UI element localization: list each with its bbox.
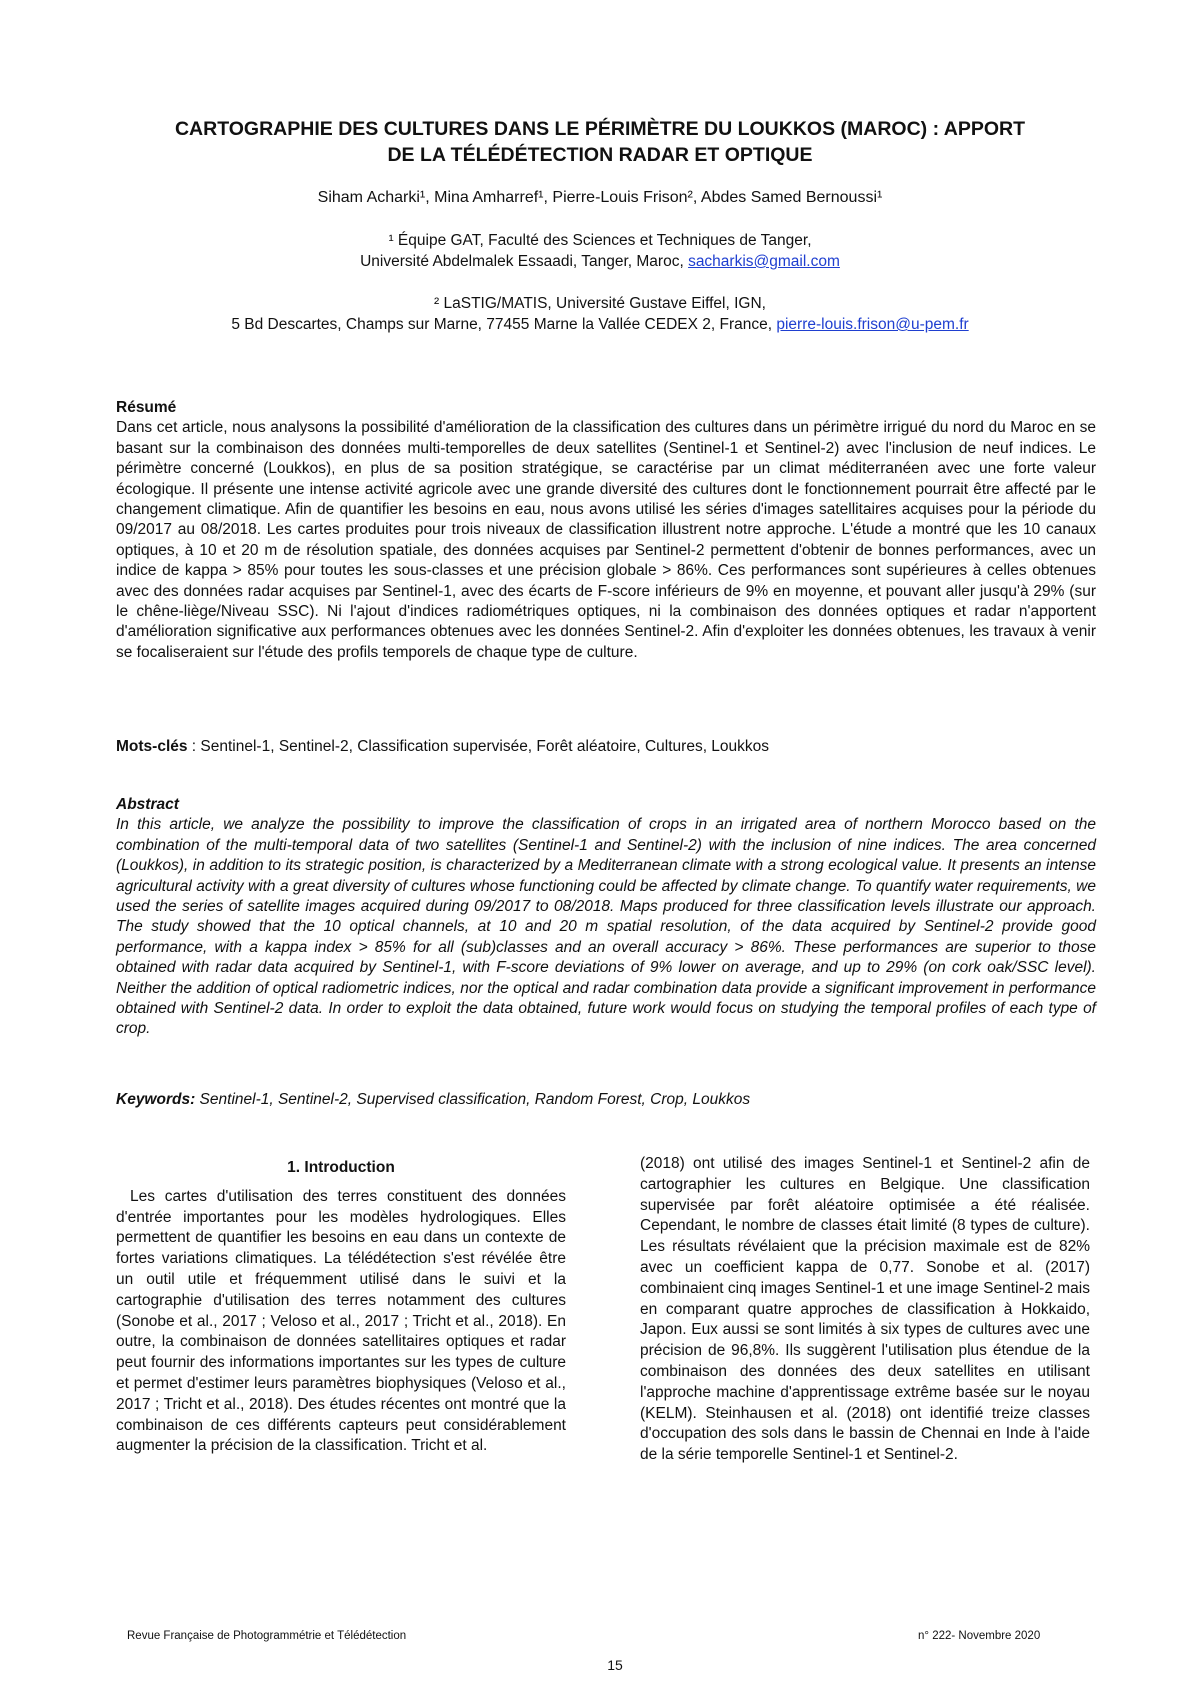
resume-heading: Résumé <box>116 399 177 416</box>
introduction-paragraph-left: Les cartes d'utilisation des terres constituent des données d'entrée importantes pour les modèles hydrologiques. Elles permettent de quantifier les besoins en eau dans un contexte de fortes variations climatiques. La télédétection s'est révélée être un outil utile et fréquemment utilisé dans le suivi et la cartographie d'utilisation des terres notamment des cultures (Sonobe et al., 2017 ; Veloso et al., 2017 ; Tricht et al., 2018). En outre, la combinaison de données satellitaires optiques et radar peut fournir des informations importantes sur les types de culture et permet d'estimer leurs paramètres biophysiques (Veloso et al., 2017 ; Tricht et al., 2018). Des études récentes ont montré que la combinaison de ces différents capteurs peut considérablement augmenter la précision de la classification. Tricht et al. <box>116 1187 566 1455</box>
title-line-1: CARTOGRAPHIE DES CULTURES DANS LE PÉRIMÈTRE DU LOUKKOS (MAROC) : APPORT <box>174 118 1026 140</box>
affiliation-2 <box>60 293 1140 335</box>
affiliation-2-line-2 <box>60 314 1140 335</box>
page-number: 15 <box>607 1657 623 1673</box>
resume-section <box>116 398 1096 663</box>
email-link-acharki[interactable]: sacharkis@gmail.com <box>688 253 840 270</box>
author-list: Siham Acharki¹, Mina Amharref¹, Pierre-Louis Frison², Abdes Samed Bernoussi¹ <box>317 189 883 206</box>
title-line-2: DE LA TÉLÉDÉTECTION RADAR ET OPTIQUE <box>387 144 813 166</box>
keywords-text: Sentinel-1, Sentinel-2, Supervised classification, Random Forest, Crop, Loukkos <box>195 1091 751 1108</box>
introduction-column-right <box>640 1154 1090 1466</box>
footer-issue: n° 222- Novembre 2020 <box>918 1630 1041 1642</box>
paper-title <box>100 116 1100 168</box>
affiliation-1-address: Université Abdelmalek Essaadi, Tanger, Maroc, <box>360 253 689 270</box>
introduction-paragraph-right: (2018) ont utilisé des images Sentinel-1 et Sentinel-2 afin de cartographier les cultures en Belgique. Une classification supervisée par forêt aléatoire optimisée a été réalisée. Cependant, le nombre de classes était limité (8 types de culture). Les résultats révélaient que la précision maximale est de 82% avec un coefficient kappa de 0,77. Sonobe et al. (2017) combinaient cinq images Sentinel-1 et une image Sentinel-2 mais en comparant quatre approches de classification à Hokkaido, Japon. Eux aussi se sont limités à six types de cultures avec une précision de 96,8%. Ils suggèrent l'utilisation plus étendue de la combinaison des données des deux satellites en utilisant l'approche machine d'apprentissage extrême basée sur le noyau (KELM). Steinhausen et al. (2018) ont identifié treize classes d'occupation des sols dans le bassin de Chennai en Inde à l'aide de la série temporelle Sentinel-1 et Sentinel-2. <box>640 1155 1090 1464</box>
keywords <box>116 1090 1096 1110</box>
keywords-label: Keywords: <box>116 1091 196 1108</box>
abstract-text: In this article, we analyze the possibility to improve the classification of crops in an irrigated area of northern Morocco based on the combination of the multi-temporal data of two satellites (Sentinel-1 and Sentinel-2) with the inclusion of nine indices. The area concerned (Loukkos), in addition to its strategic position, is characterized by a Mediterranean climate with a strong ecological value. It presents an intense agricultural activity with a great diversity of cultures whose functioning could be affected by climate change. To quantify water requirements, we used the series of satellite images acquired during 09/2017 to 08/2018. Maps produced for three classification levels illustrate our approach. The study showed that the 10 optical channels, at 10 and 20 m spatial resolution, of the data acquired by Sentinel-2 provide good performance, with a kappa index > 85% for all (sub)classes and an overall accuracy > 86%. These performances are superior to those obtained with radar data acquired by Sentinel-1, with F-score deviations of 9% lower on average, and up to 29% (on cork oak/SSC level). Neither the addition of optical radiometric indices, nor the optical and radar combination data provide a significant improvement in performance obtained with Sentinel-2 data. In order to exploit the data obtained, future work would focus on studying the temporal profiles of each type of crop. <box>116 816 1096 1038</box>
abstract-heading: Abstract <box>116 796 179 813</box>
mots-cles-label: Mots-clés <box>116 738 188 755</box>
introduction-column-left <box>116 1158 566 1457</box>
mots-cles <box>116 737 1096 757</box>
introduction-heading: 1. Introduction <box>287 1159 395 1176</box>
footer-journal: Revue Française de Photogrammétrie et Télédétection <box>127 1630 407 1642</box>
affiliation-1-line-1: ¹ Équipe GAT, Faculté des Sciences et Techniques de Tanger, <box>388 232 812 249</box>
mots-cles-text: : Sentinel-1, Sentinel-2, Classification supervisée, Forêt aléatoire, Cultures, Loukkos <box>187 738 770 755</box>
affiliation-2-address: 5 Bd Descartes, Champs sur Marne, 77455 Marne la Vallée CEDEX 2, France, <box>231 316 777 333</box>
abstract-section <box>116 795 1096 1040</box>
affiliation-1 <box>60 230 1140 272</box>
email-link-frison[interactable]: pierre-louis.frison@u-pem.fr <box>776 316 969 333</box>
resume-text: Dans cet article, nous analysons la possibilité d'amélioration de la classification des cultures dans un périmètre irrigué du nord du Maroc en se basant sur la combinaison des données multi-temporelles de deux satellites (Sentinel-1 et Sentinel-2) avec l'inclusion de neuf indices. Le périmètre concerné (Loukkos), en plus de sa position stratégique, se caractérise par un climat méditerranéen avec une forte valeur écologique. Il présente une intense activité agricole avec une grande diversité des cultures dont le fonctionnement pourrait être affecté par le changement climatique. Afin de quantifier les besoins en eau, nous avons utilisé les séries d'images satellitaires acquises pour la période du 09/2017 au 08/2018. Les cartes produites pour trois niveaux de classification illustrent notre approche. L'étude a montré que les 10 canaux optiques, à 10 et 20 m de résolution spatiale, des données acquises par Sentinel-2 permettent d'obtenir de bonnes performances, avec un indice de kappa > 85% pour toutes les sous-classes et une précision globale > 86%. Ces performances sont supérieures à celles obtenues avec des données radar acquises par Sentinel-1, avec des écarts de F-score inférieurs de 9% en moyenne, et pouvant aller jusqu'à 29% (sur le chêne-liège/Niveau SSC). Ni l'ajout d'indices radiométriques optiques, ni la combinaison des données optiques et radar n'apportent d'amélioration significative aux performances obtenues avec les données Sentinel-2. Afin d'exploiter les données obtenues, les travaux à venir se focaliseraient sur l'étude des profils temporels de chaque type de culture. <box>116 419 1096 661</box>
affiliation-1-line-2 <box>60 251 1140 272</box>
affiliation-2-line-1: ² LaSTIG/MATIS, Université Gustave Eiffel, IGN, <box>434 295 766 312</box>
